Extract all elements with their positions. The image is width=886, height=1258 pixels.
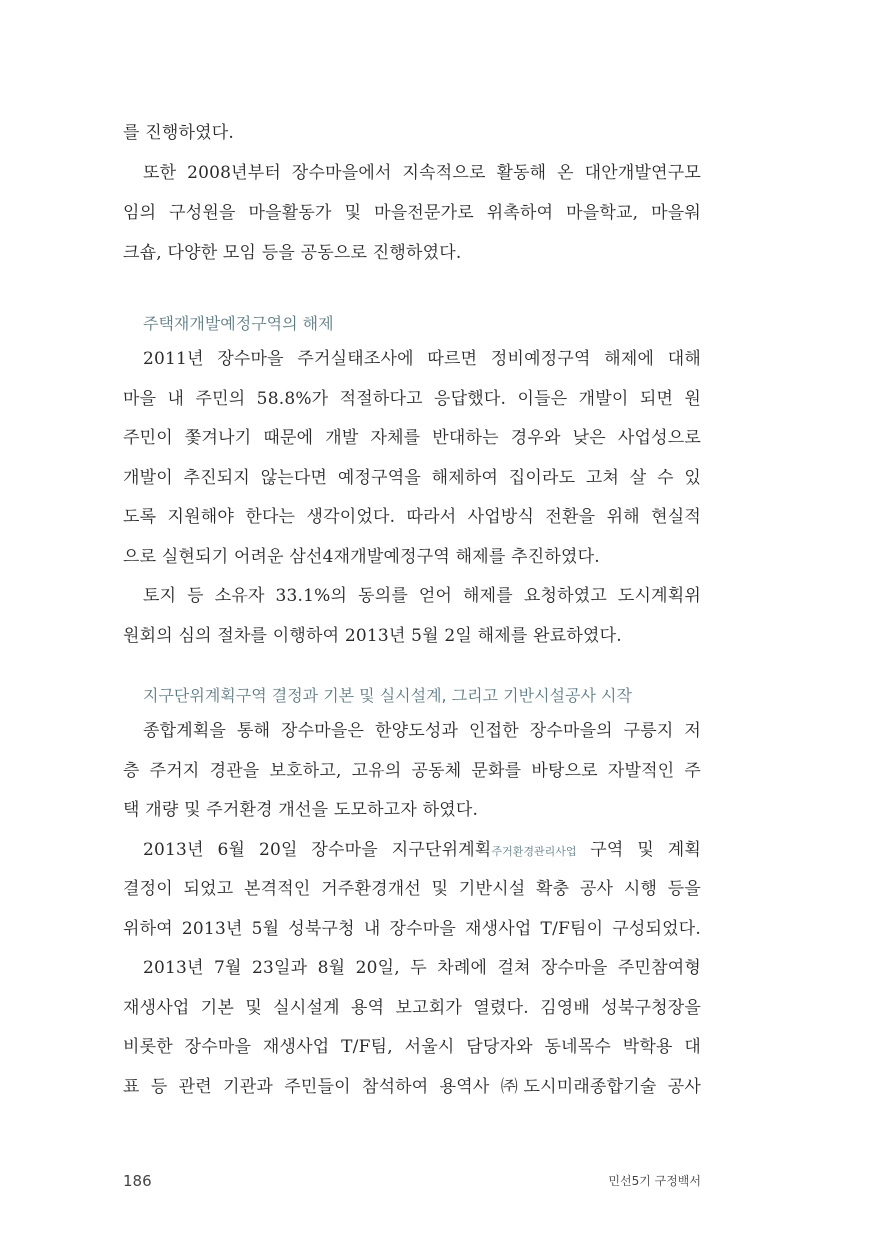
running-title: 민선5기 구정백서 — [608, 1174, 701, 1188]
section1-line-8: 원회의 심의 절차를 이행하여 2013년 5월 2일 해제를 완료하였다. — [123, 626, 622, 646]
section1-line-7: 토지 등 소유자 33.1%의 동의를 얻어 해제를 요청하였고 도시계획위 — [143, 586, 701, 606]
section2-line-10: 표 등 관련 기관과 주민들이 참석하여 용역사 ㈜도시미래종합기술 공사 — [123, 1077, 701, 1097]
section1-line-3: 주민이 쫓겨나기 때문에 개발 자체를 반대하는 경우와 낮은 사업성으로 — [123, 428, 701, 448]
body-line-3: 임의 구성원을 마을활동가 및 마을전문가로 위촉하여 마을학교, 마을워 — [123, 203, 701, 223]
section1-line-6: 으로 실현되기 어려운 삼선4재개발예정구역 해제를 추진하였다. — [123, 547, 600, 567]
section1-line-4: 개발이 추진되지 않는다면 예정구역을 해제하여 집이라도 고쳐 살 수 있 — [123, 468, 701, 488]
section2-line-1: 종합계획을 통해 장수마을은 한양도성과 인접한 장수마을의 구릉지 저 — [143, 721, 701, 741]
section2-line-5: 결정이 되었고 본격적인 거주환경개선 및 기반시설 확충 공사 시행 등을 — [123, 879, 701, 899]
section2-line-8: 재생사업 기본 및 실시설계 용역 보고회가 열렸다. 김영배 성북구청장을 — [123, 998, 701, 1018]
section2-line-4-text: 2013년 6월 20일 장수마을 지구단위계획 — [143, 840, 492, 860]
body-line-1: 를 진행하였다. — [123, 123, 234, 143]
section2-line-6: 위하여 2013년 5월 성북구청 내 장수마을 재생사업 T/F팀이 구성되었다. — [123, 919, 701, 939]
section-heading-1: 주택재개발예정구역의 해제 — [143, 314, 334, 333]
section2-line-2: 층 주거지 경관을 보호하고, 고유의 공동체 문화를 바탕으로 자발적인 주 — [123, 761, 701, 781]
section-heading-2: 지구단위계획구역 결정과 기본 및 실시설계, 그리고 기반시설공사 시작 — [143, 686, 632, 705]
body-line-4: 크숍, 다양한 모임 등을 공동으로 진행하였다. — [123, 243, 462, 263]
body-line-2: 또한 2008년부터 장수마을에서 지속적으로 활동해 온 대안개발연구모 — [143, 163, 701, 183]
section2-line-4-tail: 구역 및 계획 — [576, 840, 701, 860]
section2-line-9: 비롯한 장수마을 재생사업 T/F팀, 서울시 담당자와 동네목수 박학용 대 — [123, 1037, 701, 1057]
section2-line-4 — [143, 835, 701, 867]
section1-line-5: 도록 지원해야 한다는 생각이었다. 따라서 사업방식 전환을 위해 현실적 — [123, 507, 701, 527]
section2-line-7: 2013년 7월 23일과 8월 20일, 두 차례에 걸쳐 장수마을 주민참여형 — [143, 958, 701, 978]
inline-annotation: 주거환경관리사업 — [491, 845, 577, 858]
section1-line-2: 마을 내 주민의 58.8%가 적절하다고 응답했다. 이들은 개발이 되면 원 — [123, 389, 701, 409]
section1-line-1: 2011년 장수마을 주거실태조사에 따르면 정비예정구역 해제에 대해 — [143, 349, 701, 369]
page-number: 186 — [123, 1172, 152, 1190]
section2-line-3: 택 개량 및 주거환경 개선을 도모하고자 하였다. — [123, 800, 479, 820]
